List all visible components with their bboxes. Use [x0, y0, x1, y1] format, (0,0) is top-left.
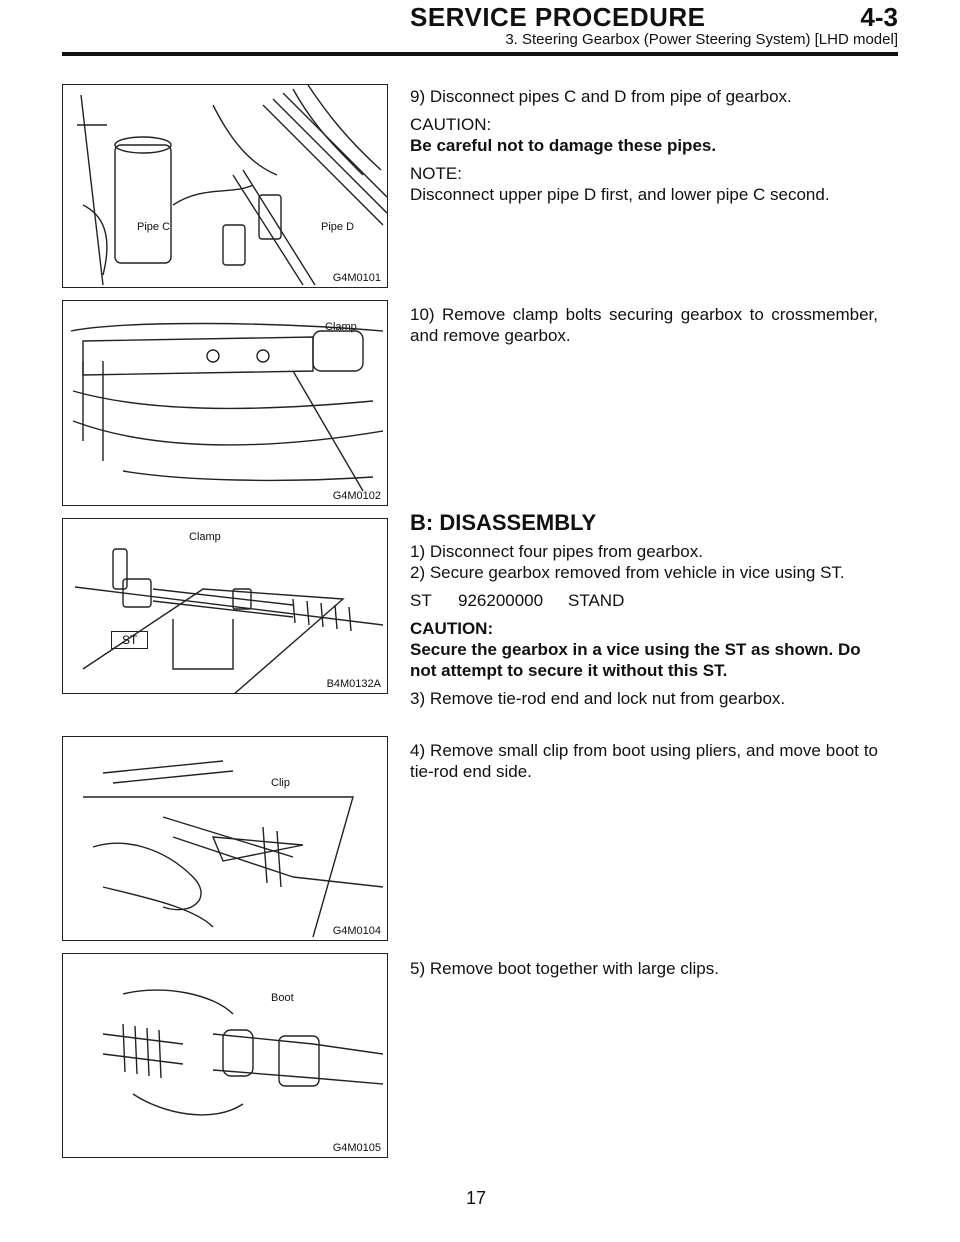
- figure-id: B4M0132A: [326, 678, 381, 690]
- disassembly-step-5: 5) Remove boot together with large clips.: [410, 959, 719, 978]
- callout-st: ST: [111, 631, 148, 649]
- disassembly-heading: B: DISASSEMBLY: [410, 510, 597, 535]
- step-9-block: [410, 86, 878, 212]
- disassembly-caution-label: CAUTION:: [410, 619, 494, 638]
- step-9-note: Disconnect upper pipe D first, and lower pipe C second.: [410, 185, 830, 204]
- step-10-block: [410, 304, 878, 353]
- tool-name: STAND: [568, 591, 625, 610]
- callout-pipe-d: Pipe D: [321, 221, 355, 233]
- figure-boot: [62, 953, 388, 1158]
- figure-id: G4M0102: [332, 490, 381, 502]
- figure-id: G4M0104: [332, 925, 381, 937]
- callout-clamp: Clamp: [325, 321, 357, 333]
- step-10: 10) Remove clamp bolts securing gearbox to crossmember, and remove gearbox.: [410, 305, 878, 345]
- figure-clip: [62, 736, 388, 941]
- tool-number: 926200000: [458, 591, 544, 610]
- boot-removal-illustration: [63, 954, 388, 1158]
- figure-clamp: [62, 300, 388, 506]
- disassembly-block: [410, 512, 878, 716]
- special-tool: [410, 590, 878, 611]
- disassembly-step-1: 1) Disconnect four pipes from gearbox.: [410, 542, 703, 561]
- section-number: 4-3: [860, 2, 898, 32]
- section-subtitle: 3. Steering Gearbox (Power Steering System) [LHD model]: [505, 31, 898, 48]
- callout-boot: Boot: [271, 992, 294, 1004]
- callout-clamp: Clamp: [189, 531, 221, 543]
- disassembly-step-2: 2) Secure gearbox removed from vehicle in vice using ST.: [410, 563, 845, 582]
- figure-pipes: [62, 84, 388, 288]
- step-9-note-label: NOTE:: [410, 164, 462, 183]
- disassembly-caution: Secure the gearbox in a vice using the ST as shown. Do not attempt to secure it without this ST.: [410, 640, 861, 680]
- disassembly-step-3: 3) Remove tie-rod end and lock nut from gearbox.: [410, 689, 786, 708]
- callout-clip: Clip: [271, 777, 290, 789]
- page-title: SERVICE PROCEDURE: [410, 2, 706, 32]
- tool-prefix: ST: [410, 591, 432, 610]
- disassembly-step-4: 4) Remove small clip from boot using pliers, and move boot to tie-rod end side.: [410, 741, 878, 781]
- step-9-caution: Be careful not to damage these pipes.: [410, 136, 717, 155]
- step-9: 9) Disconnect pipes C and D from pipe of gearbox.: [410, 87, 792, 106]
- header-rule: [62, 52, 898, 56]
- figure-st-stand: [62, 518, 388, 694]
- figure-id: G4M0101: [332, 272, 381, 284]
- callout-pipe-c: Pipe C: [137, 221, 171, 233]
- gearbox-stand-illustration: [63, 519, 388, 694]
- disassembly-step-5-block: [410, 958, 878, 986]
- clip-removal-illustration: [63, 737, 388, 941]
- step-9-caution-label: CAUTION:: [410, 115, 492, 134]
- page-number: 17: [466, 1188, 487, 1208]
- disassembly-step-4-block: [410, 740, 878, 789]
- figure-id: G4M0105: [332, 1142, 381, 1154]
- pipes-illustration: [63, 85, 388, 288]
